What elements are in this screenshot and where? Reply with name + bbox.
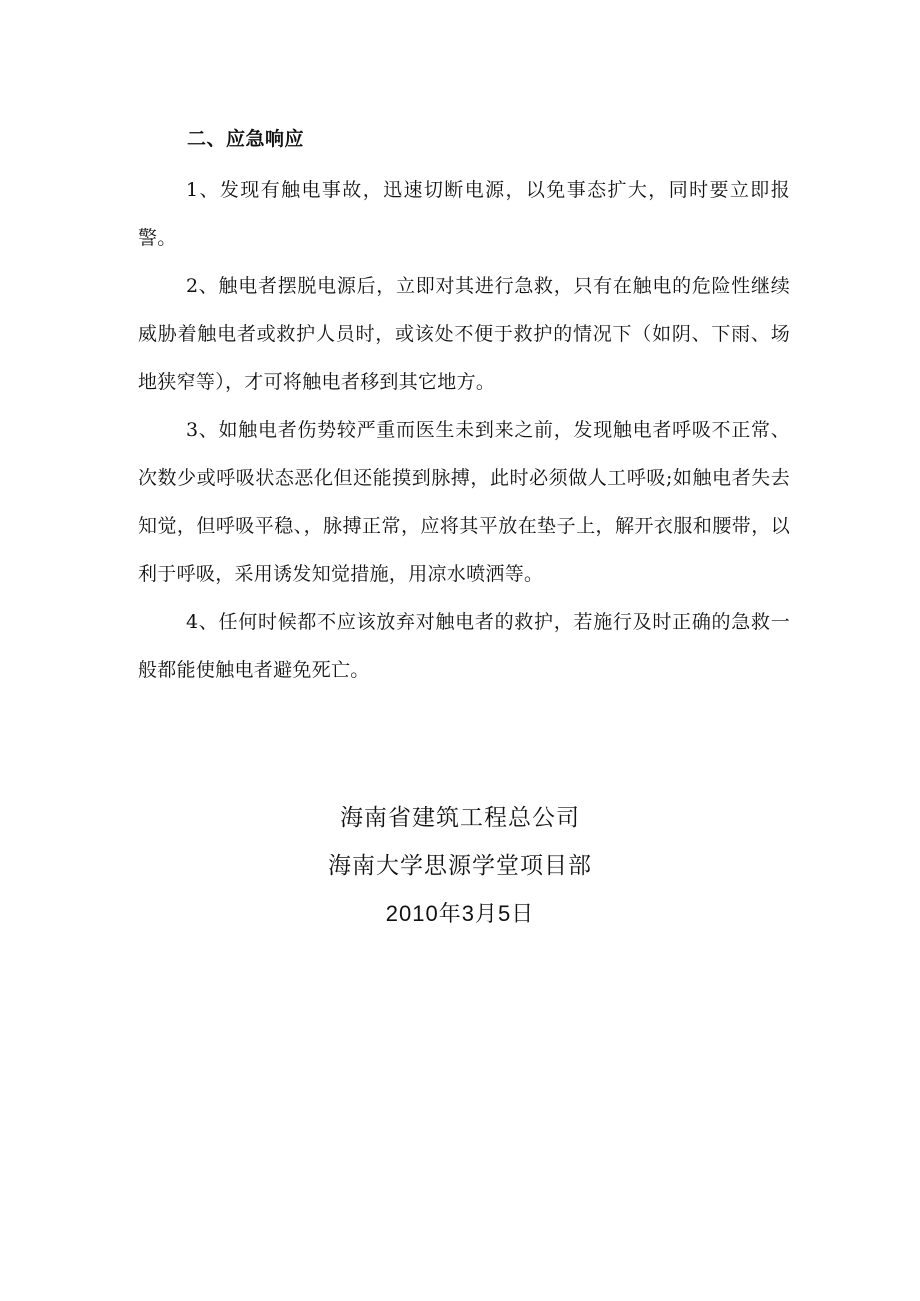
paragraph-3: 3、如触电者伤势较严重而医生未到来之前，发现触电者呼吸不正常、次数少或呼吸状态恶化但还能摸到脉搏，此时必须做人工呼吸;如触电者失去知觉，但呼吸平稳、，脉搏正常，应将其平放在垫子上，解开衣服和腰带，以利于呼吸，采用诱发知觉措施，用凉水喷洒等。 — [138, 419, 790, 585]
paragraph-1: 1、发现有触电事故，迅速切断电源，以免事态扩大，同时要立即报警。 — [138, 179, 790, 249]
signature-department: 海南大学思源学堂项目部 — [328, 853, 592, 879]
signature-date: 2010年3月5日 — [385, 901, 535, 926]
paragraph-4: 4、任何时候都不应该放弃对触电者的救护，若施行及时正确的急救一般都能使触电者避免死亡。 — [138, 611, 790, 681]
paragraph-2: 2、触电者摆脱电源后，立即对其进行急救，只有在触电的危险性继续威胁着触电者或救护人员时，或该处不便于救护的情况下（如阴、下雨、场地狭窄等），才可将触电者移到其它地方。 — [138, 275, 790, 393]
section-heading: 二、应急响应 — [187, 128, 305, 150]
signature-company: 海南省建筑工程总公司 — [340, 805, 580, 831]
